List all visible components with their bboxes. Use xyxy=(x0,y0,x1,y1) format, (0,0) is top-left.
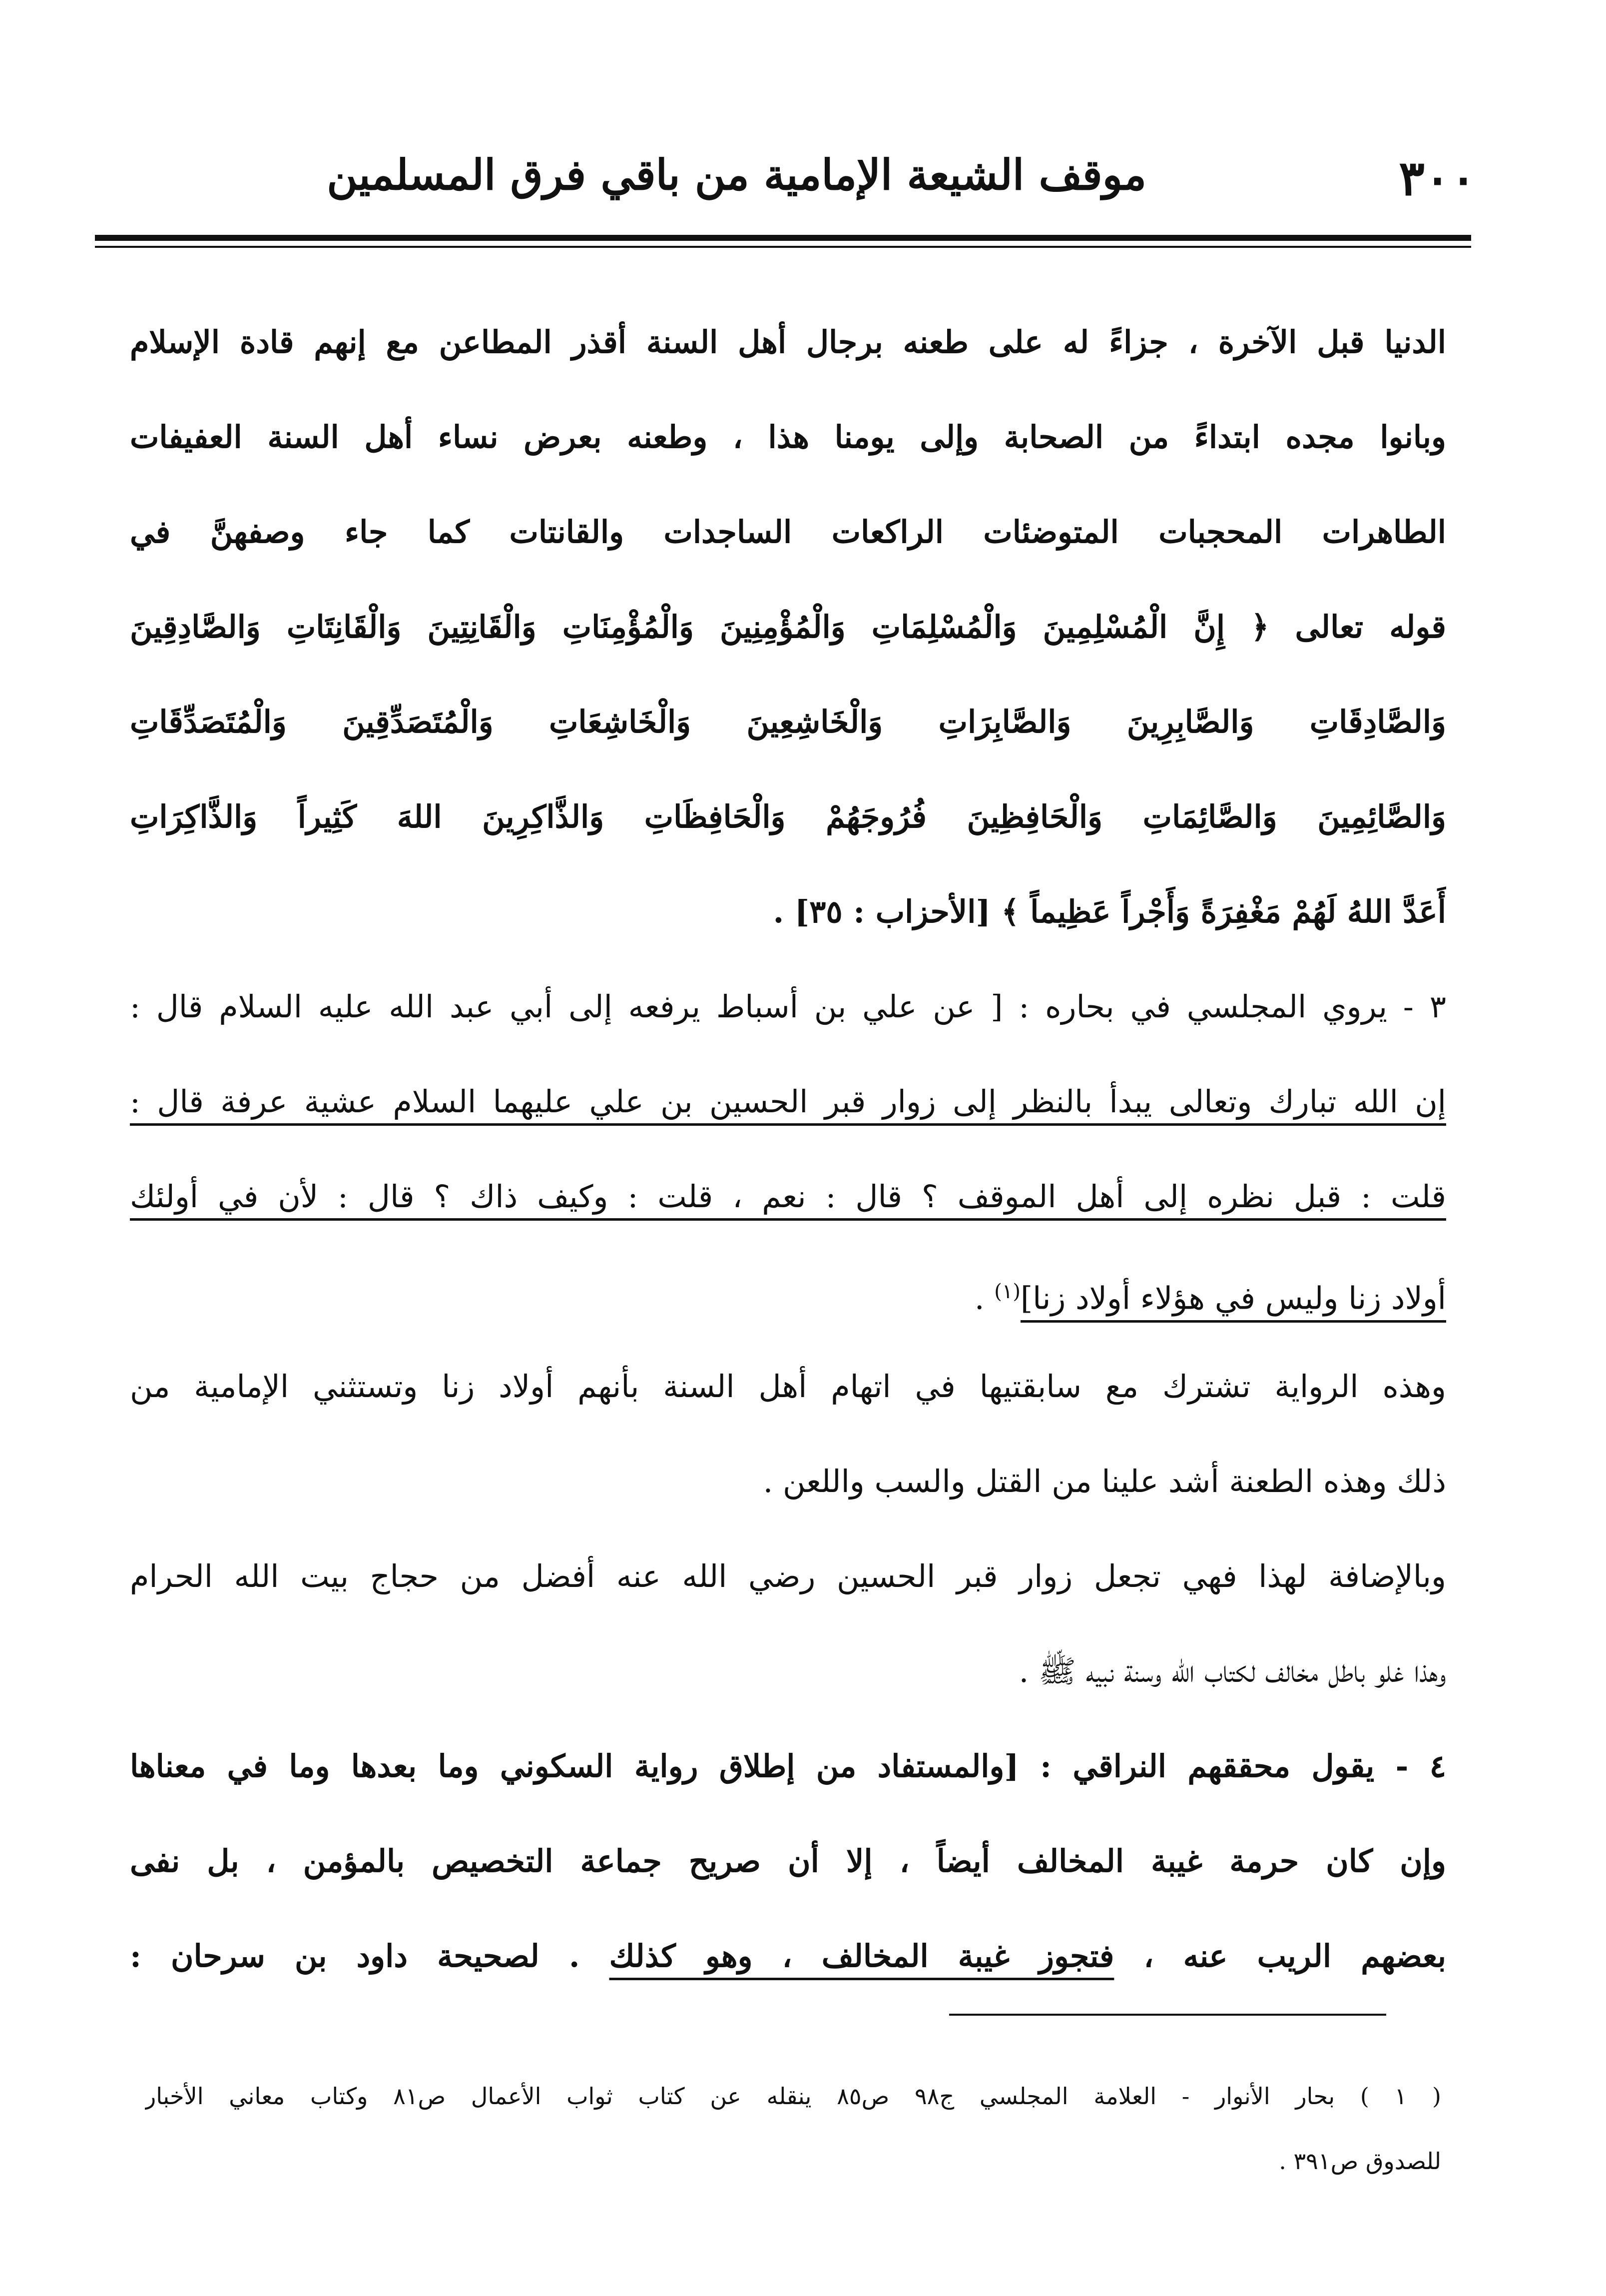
body-line: ذلك وهذه الطعنة أشد علينا من القتل والسب واللعن . xyxy=(763,1463,1446,1500)
footnote-separator xyxy=(949,2014,1386,2016)
body-text-segment: . لصحيحة داود بن سرحان : xyxy=(130,1938,580,1974)
header-rule-thin xyxy=(95,246,1471,248)
footnote-reference: (١) xyxy=(994,1280,1021,1303)
underlined-quote-line: إن الله تبارك وتعالى يبدأ بالنظر إلى زوار قبر الحسين بن علي عليهما السلام عشية عرفة قال : xyxy=(130,1083,1446,1120)
quran-verse-line: وَالصَّائِمِينَ وَالصَّائِمَاتِ وَالْحَافِظِينَ فُرُوجَهُمْ وَالْحَافِظَاتِ وَالذَّاكِرِينَ اللهَ كَثِيراً وَالذَّاكِرَاتِ xyxy=(130,798,1446,835)
body-line: الدنيا قبل الآخرة ، جزاءً له على طعنه برجال أهل السنة أقذر المطاعن مع إنهم قادة الإسلام xyxy=(130,324,1446,360)
line-end-period: . xyxy=(974,1280,985,1317)
footnotes xyxy=(145,2064,1441,2194)
quran-verse-line: قوله تعالى ﴿ إِنَّ الْمُسْلِمِينَ وَالْمُسْلِمَاتِ وَالْمُؤْمِنِينَ وَالْمُؤْمِنَاتِ وَالْقَانِتِينَ وَالْقَانِتَاتِ وَالصَّادِقِينَ xyxy=(130,609,1446,645)
quran-verse-line: وَالصَّادِقَاتِ وَالصَّابِرِينَ وَالصَّابِرَاتِ وَالْخَاشِعِينَ وَالْخَاشِعَاتِ وَالْمُتَصَدِّقِينَ وَالْمُتَصَدِّقَاتِ xyxy=(130,704,1446,740)
footnote-line: ( ١ ) بحار الأنوار - العلامة المجلسي ج٩٨ ص٨٥ ينقله عن كتاب ثواب الأعمال ص٨١ وكتاب معاني الأخبار xyxy=(145,2083,1441,2110)
header-rule-thick xyxy=(95,235,1471,241)
running-title: موقف الشيعة الإمامية من باقي فرق المسلمين xyxy=(327,150,1146,199)
body-line: الطاهرات المحجبات المتوضئات الراكعات الساجدات والقانتات كما جاء وصفهنَّ في xyxy=(130,514,1446,550)
underlined-phrase: فتجوز غيبة المخالف ، وهو كذلك xyxy=(609,1938,1114,1974)
page-number: ٣٠٠ xyxy=(1399,150,1476,206)
underlined-quote-text: أولاد زنا وليس في هؤلاء أولاد زنا] xyxy=(1020,1280,1446,1317)
body-line: وبانوا مجده ابتداءً من الصحابة وإلى يومنا هذا ، وطعنه بعرض نساء أهل السنة العفيفات xyxy=(130,419,1446,455)
underlined-quote-line: قلت : قبل نظره إلى أهل الموقف ؟ قال : نعم ، قلت : وكيف ذاك ؟ قال : لأن في أولئك xyxy=(130,1178,1446,1215)
body-line-mixed xyxy=(130,1909,1446,2004)
body-text-segment: بعضهم الريب عنه ، xyxy=(1143,1938,1446,1974)
page-header xyxy=(120,145,1476,220)
body-text xyxy=(130,295,1446,2004)
body-line: وبالإضافة لهذا فهي تجعل زوار قبر الحسين رضي الله عنه أفضل من حجاج بيت الله الحرام xyxy=(130,1558,1446,1594)
body-line: وهذه الرواية تشترك مع سابقتيها في اتهام أهل السنة بأنهم أولاد زنا وتستثني الإمامية من xyxy=(130,1368,1446,1405)
body-line: ٣ - يروي المجلسي في بحاره : [ عن علي بن أسباط يرفعه إلى أبي عبد الله عليه السلام قال : xyxy=(130,988,1446,1025)
underlined-quote-line-end xyxy=(130,1244,1446,1339)
body-line: ٤ - يقول محققهم النراقي : [والمستفاد من إطلاق رواية السكوني وما بعدها وما في معناها xyxy=(130,1748,1446,1784)
quran-verse-line: أَعَدَّ اللهُ لَهُمْ مَغْفِرَةً وَأَجْراً عَظِيماً ﴾ [الأحزاب : ٣٥] . xyxy=(773,893,1446,930)
footnote-line: للصدوق ص٣٩١ . xyxy=(1279,2148,1441,2175)
body-line: وهذا غلو باطل مخالف لكتاب الله وسنة نبيه ﷺ . xyxy=(1019,1653,1446,1689)
body-line: وإن كان حرمة غيبة المخالف أيضاً ، إلا أن صريح جماعة التخصيص بالمؤمن ، بل نفى xyxy=(130,1843,1446,1879)
